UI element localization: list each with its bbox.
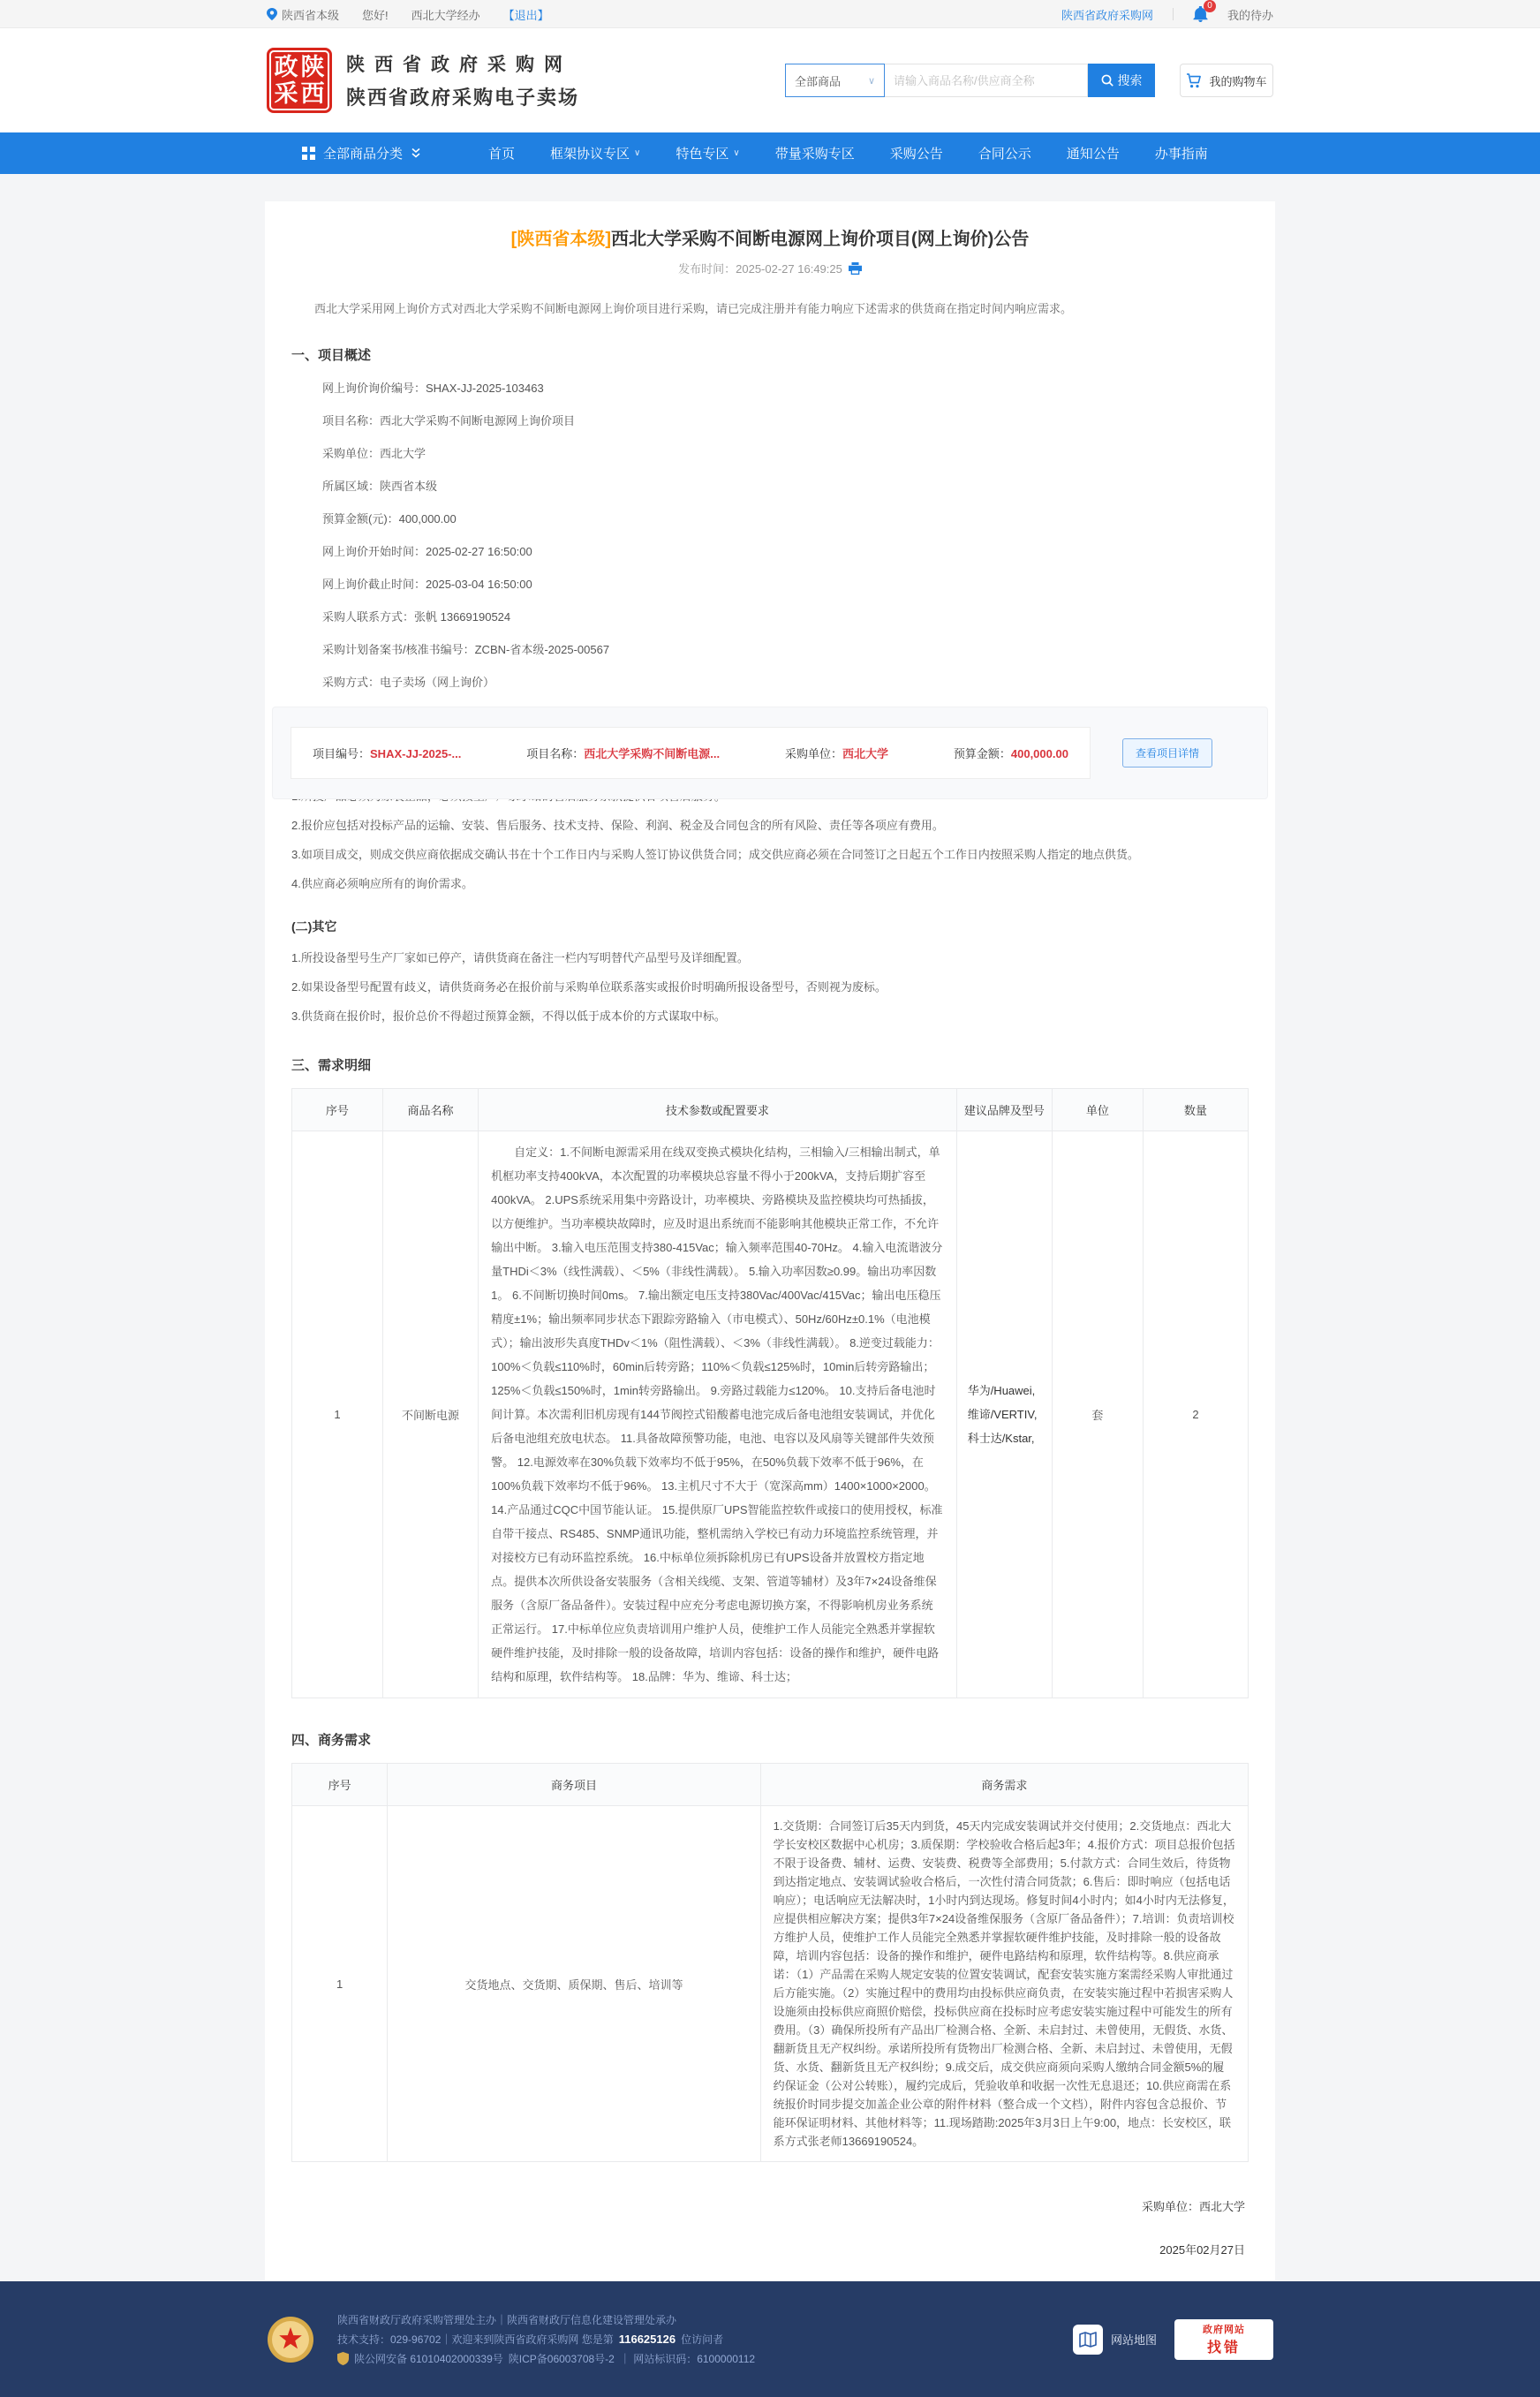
project-field-label: 项目编号： bbox=[313, 747, 371, 760]
chevron-down-icon: ∨ bbox=[867, 75, 875, 87]
nav-item-notifications[interactable] bbox=[1049, 132, 1137, 174]
chevron-down-icon: ∨ bbox=[733, 148, 740, 158]
footer-text-block bbox=[337, 2308, 755, 2371]
nav-item-contract-publicity[interactable] bbox=[961, 132, 1049, 174]
overview-field: 采购单位：西北大学 bbox=[322, 447, 427, 460]
nav-item-procurement-notices[interactable] bbox=[872, 132, 961, 174]
section-business-heading: 四、商务需求 bbox=[291, 1733, 372, 1748]
region-label: 陕西省本级 bbox=[282, 8, 340, 22]
nav-item-label: 框架协议专区 bbox=[550, 147, 630, 162]
nav-item-label: 采购公告 bbox=[889, 147, 943, 162]
nav-item-label: 特色专区 bbox=[676, 147, 729, 162]
site-brand bbox=[346, 50, 579, 110]
business-table-header-row bbox=[292, 1764, 1249, 1806]
search-button-label: 搜索 bbox=[1117, 73, 1143, 87]
divider bbox=[1173, 8, 1174, 20]
logo-char: 陕 bbox=[300, 53, 325, 80]
col-brand: 建议品牌及型号 bbox=[956, 1089, 1052, 1131]
col-business-item: 商务项目 bbox=[388, 1764, 760, 1806]
col-business-req: 商务需求 bbox=[760, 1764, 1248, 1806]
overview-field: 采购计划备案书/核准书编号：ZCBN-省本级-2025-00567 bbox=[322, 643, 610, 656]
all-categories-button[interactable] bbox=[302, 144, 421, 163]
nav-item-label: 首页 bbox=[488, 147, 516, 162]
search-category-select[interactable] bbox=[785, 64, 885, 97]
my-cart-label: 我的购物车 bbox=[1209, 74, 1267, 88]
top-utility-bar bbox=[0, 0, 1540, 28]
quotation-notice-list bbox=[291, 788, 1249, 893]
announcement-title bbox=[265, 201, 1275, 250]
footer-organizer-line: 陕西省财政厅政府采购管理处主办｜陕西省财政厅信息化建设管理处承办 bbox=[337, 2314, 677, 2326]
overview-field: 网上询价截止时间：2025-03-04 16:50:00 bbox=[322, 578, 532, 591]
footer-support-line: 技术支持：029-96702｜欢迎来到陕西省政府采购网 您是第 bbox=[337, 2333, 614, 2346]
my-todo-link[interactable]: 我的待办 bbox=[1227, 8, 1273, 22]
site-logo[interactable] bbox=[267, 48, 332, 113]
search-input[interactable] bbox=[885, 64, 1088, 97]
col-tech-spec: 技术参数或配置要求 bbox=[479, 1089, 957, 1131]
notice-item: 3.如项目成交，则成交供应商依据成交确认书在十个工作日内与采购人签订协议供货合同；成交供应商必须在合同签订之日起五个工作日内按照采购人指定的地点供货。 bbox=[291, 848, 1139, 861]
nav-item-label: 带量采购专区 bbox=[774, 147, 855, 162]
col-product-name: 商品名称 bbox=[382, 1089, 478, 1131]
view-project-detail-button[interactable]: 查看项目详情 bbox=[1122, 738, 1212, 767]
publish-time-line bbox=[265, 260, 1275, 276]
overview-field: 网上询价询价编号：SHAX-JJ-2025-103463 bbox=[322, 382, 544, 395]
project-field bbox=[313, 745, 461, 761]
print-icon[interactable] bbox=[849, 262, 862, 275]
related-project-row bbox=[291, 727, 1091, 779]
gov-badge-top-label: 政府网站 bbox=[1203, 2325, 1245, 2335]
col-unit: 单位 bbox=[1052, 1089, 1143, 1131]
cell-business-item: 交货地点、交货期、质保期、售后、培训等 bbox=[388, 1806, 760, 2162]
other-notice-list bbox=[291, 949, 1249, 1025]
overview-field: 所属区域：陕西省本级 bbox=[322, 480, 438, 493]
search-category-value: 全部商品 bbox=[795, 74, 842, 88]
project-field-value: SHAX-JJ-2025-... bbox=[370, 747, 462, 760]
footer-right-group bbox=[1073, 2319, 1273, 2360]
project-field bbox=[954, 745, 1068, 761]
overview-field: 预算金额(元)：400,000.00 bbox=[322, 512, 457, 526]
demand-table-header-row bbox=[292, 1089, 1249, 1131]
overview-fields bbox=[322, 380, 1275, 692]
site-header bbox=[0, 28, 1540, 132]
cell-seq: 1 bbox=[292, 1131, 383, 1698]
beian-gongan-link[interactable]: 陕公网安备 61010402000339号 bbox=[354, 2353, 503, 2365]
footer-support-line-suffix: 位访问者 bbox=[681, 2333, 724, 2346]
logout-link[interactable]: 【退出】 bbox=[502, 8, 549, 22]
notice-item: 3.供货商在报价时，报价总价不得超过预算金额，不得以低于成本价的方式谋取中标。 bbox=[291, 1009, 726, 1023]
announcement-intro: 西北大学采用网上询价方式对西北大学采购不间断电源网上询价项目进行采购，请已完成注册并有能力响应下述需求的供货商在指定时间内响应需求。 bbox=[314, 302, 1073, 315]
nav-menu bbox=[471, 132, 1226, 174]
nav-item-label: 办事指南 bbox=[1154, 147, 1208, 162]
overview-field: 采购人联系方式：张帆 13669190524 bbox=[322, 610, 511, 624]
cell-brand: 华为/Huawei,维谛/VERTIV,科士达/Kstar, bbox=[956, 1131, 1052, 1698]
cell-tech-spec: 自定义：1.不间断电源需采用在线双变换式模块化结构，三相输入/三相输出制式，单机框功率支持400kVA，本次配置的功率模块总容量不得小于200kVA，支持后期扩容至400kVA。 2.UPS系统采用集中旁路设计，功率模块、旁路模块及监控模块均可热插拔，以方便维护。当功率模块故障时，应及时退出系统而不能影响其他模块正常工作，不允许输出中断。 3.输入电压范围支持380-415Vac；输入频率范围40-70Hz。 4.输入电流谐波分量THDi＜3%（线性满载）、＜5%（非线性满载）。 5.输入功率因数≥0.99。输出功率因数1。 6.不间断切换时间0ms。 7.输出额定电压支持380Vac/400Vac/415Vac；输出电压稳压精度±1%；输出频率同步状态下跟踪旁路输入（市电模式）、50Hz/60Hz±0.1%（电池模式）；输出波形失真度THDv＜1%（阻性满载）、＜3%（非线性满载）。 8.逆变过载能力：100%＜负载≤110%时，60min后转旁路；110%＜负载≤125%时，10min后转旁路输出；125%＜负载≤150%时，1min转旁路输出。 9.旁路过载能力≤120%。 10.支持后备电池时间计算。本次需利旧机房现有144节阀控式铅酸蓄电池完成后备电池组安装调试，并优化后备电池组充放电状态。 11.具备故障预警功能，电池、电容以及风扇等关键部件失效预警。 12.电源效率在30%负载下效率均不低于95%，在50%负载下效率不低于96%，在100%负载下效率均不低于96%。 13.主机尺寸不大于（宽深高mm）1400×1000×2000。 14.产品通过CQC中国节能认证。 15.提供原厂UPS智能监控软件或接口的使用授权，标准自带干接点、RS485、SNMP通讯功能，整机需纳入学校已有动力环境监控系统管理，并对接校方已有动环监控系统。 16.中标单位须拆除机房已有UPS设备并放置校方指定地点。提供本次所供设备安装服务（含相关线缆、支架、管道等辅材）及3年7×24设备维保服务（含原厂备品备件）。安装过程中应充分考虑电源切换方案，不得影响机房业务系统正常运行。 17.中标单位应负责培训用户维护人员，使维护工作人员能完全熟悉并掌握软硬件维护技能，及时排除一般的设备故障，培训内容包括：设备的操作和维护，硬件电路结构和原理，软件结构等。 18.品牌：华为、维谛、科士达； bbox=[479, 1131, 957, 1698]
sitemap-label: 网站地图 bbox=[1110, 2333, 1157, 2347]
cell-unit: 套 bbox=[1052, 1131, 1143, 1698]
overview-field: 项目名称：西北大学采购不间断电源网上询价项目 bbox=[322, 414, 576, 427]
project-field bbox=[526, 745, 720, 761]
other-heading: (二)其它 bbox=[291, 919, 337, 934]
notice-item: 4.供应商必须响应所有的询价需求。 bbox=[291, 877, 473, 890]
cell-business-req: 1.交货期：合同签订后35天内到货，45天内完成安装调试并交付使用；2.交货地点：西北大学长安校区数据中心机房；3.质保期：学校验收合格后起3年；4.报价方式：项目总报价包括不限于设备费、辅材、运费、安装费、税费等全部费用；5.付款方式：合同生效后，待货物到达指定地点、安装调试验收合格后，一次性付清合同货款；6.售后：即时响应（包括电话响应）；电话响应无法解决时，1小时内到达现场。修复时间4小时内；如4小时内无法修复，应提供相应解决方案；提供3年7×24设备维保服务（含原厂备品备件）；7.培训：负责培训校方维护人员，使维护工作人员能完全熟悉并掌握软硬件维护技能，及时排除一般的设备故障，培训内容包括：设备的操作和维护，硬件电路结构和原理，软件结构等。8.供应商承诺：（1）产品需在采购人规定安装的位置安装调试，配套安装实施方案需经采购人审批通过后方能实施。（2）实施过程中的费用均由投标供应商负责，在安装实施过程中若损害采购人设施须由投标供应商照价赔偿，投标供应商在投标时应考虑安装实施过程中可能发生的所有费用。（3）确保所投所有产品出厂检测合格、全新、未启封过、未曾使用，无假货、水货、翻新货且无产权纠纷。承诺所投所有货物出厂检测合格、全新、未启封过、未曾使用，无假货、水货、翻新货且无产权纠纷；9.成交后，成交供应商须向采购人缴纳合同金额5%的履约保证金（公对公转账），履约完成后，凭验收单和收据一次性无息退还；10.供应商需在系统报价时同步提交加盖企业公章的附件材料（整合成一个文档），附件内容包含总报价、节能环保证明材料、其他材料等；11.现场踏勘:2025年3月3日上午9:00，地点：长安校区，联系方式张老师13669190524。 bbox=[760, 1806, 1248, 2162]
notification-bell[interactable] bbox=[1193, 1, 1212, 22]
cart-icon bbox=[1186, 73, 1202, 88]
nav-item-label: 通知公告 bbox=[1066, 147, 1120, 162]
nav-item-framework-zone[interactable] bbox=[532, 132, 658, 174]
cell-seq: 1 bbox=[292, 1806, 388, 2162]
all-categories-label: 全部商品分类 bbox=[323, 147, 404, 162]
greeting-text: 您好! bbox=[362, 8, 389, 22]
cell-product-name: 不间断电源 bbox=[382, 1131, 478, 1698]
overview-field: 网上询价开始时间：2025-02-27 16:50:00 bbox=[322, 545, 532, 558]
business-table bbox=[291, 1763, 1249, 2162]
notice-item: 2.如果设备型号配置有歧义，请供货商务必在报价前与采购单位联系落实或报价时明确所报设备型号，否则视为废标。 bbox=[291, 980, 887, 994]
cell-qty: 2 bbox=[1143, 1131, 1248, 1698]
main-nav bbox=[0, 132, 1540, 174]
chevron-down-icon: ∨ bbox=[634, 148, 641, 158]
double-chevron-down-icon bbox=[411, 147, 421, 159]
logo-char: 政 bbox=[274, 53, 298, 80]
section-demand-heading: 三、需求明细 bbox=[291, 1058, 372, 1073]
signoff-unit: 采购单位：西北大学 bbox=[1141, 2200, 1245, 2213]
current-user: 西北大学经办 bbox=[411, 8, 480, 22]
overview-field: 采购方式：电子卖场（网上询价） bbox=[322, 676, 495, 689]
my-cart-button[interactable] bbox=[1180, 64, 1273, 97]
announcement-title-text: 西北大学采购不间断电源网上询价项目(网上询价)公告 bbox=[611, 230, 1030, 249]
project-field bbox=[785, 745, 888, 761]
location-pin-icon bbox=[267, 8, 277, 20]
site-title: 陕西省政府采购网 bbox=[346, 55, 572, 75]
nav-item-volume-purchase[interactable] bbox=[758, 132, 872, 174]
search-button[interactable] bbox=[1088, 64, 1155, 97]
site-code-text: ｜ 网站标识码：6100000112 bbox=[619, 2353, 756, 2365]
region-switcher[interactable] bbox=[267, 6, 339, 23]
gov-badge-bottom-label: 找错 bbox=[1206, 2340, 1241, 2355]
project-field-value: 西北大学采购不间断电源... bbox=[584, 747, 721, 760]
beian-icp-link[interactable]: 陕ICP备06003708号-2 bbox=[508, 2353, 615, 2365]
project-field-value: 西北大学 bbox=[842, 747, 888, 760]
project-field-label: 采购单位： bbox=[784, 747, 842, 760]
related-project-panel bbox=[272, 707, 1268, 799]
notice-item: 2.报价应包括对投标产品的运输、安装、售后服务、技术支持、保险、利润、税金及合同包含的所有风险、责任等各项应有费用。 bbox=[291, 819, 944, 832]
col-qty: 数量 bbox=[1143, 1089, 1248, 1131]
nav-item-label: 合同公示 bbox=[978, 147, 1031, 162]
project-field-label: 预算金额： bbox=[953, 747, 1011, 760]
signoff-block bbox=[265, 2197, 1245, 2257]
demand-table bbox=[291, 1088, 1249, 1698]
signoff-date: 2025年02月27日 bbox=[1159, 2243, 1245, 2257]
nav-item-service-guide[interactable] bbox=[1137, 132, 1226, 174]
business-table-row bbox=[292, 1806, 1249, 2162]
site-subtitle: 陕西省政府采购电子卖场 bbox=[346, 87, 580, 109]
logo-char: 采 bbox=[274, 79, 298, 107]
nav-item-home[interactable] bbox=[471, 132, 532, 174]
emblem-badge bbox=[267, 2316, 314, 2363]
project-field-label: 项目名称： bbox=[526, 747, 585, 760]
section-overview-heading: 一、项目概述 bbox=[291, 348, 372, 363]
logo-char: 西 bbox=[300, 79, 325, 107]
publish-time: 发布时间：2025-02-27 16:49:25 bbox=[678, 262, 842, 276]
sitemap-link[interactable] bbox=[1073, 2325, 1157, 2355]
nav-item-special-zone[interactable] bbox=[658, 132, 757, 174]
sitemap-icon bbox=[1073, 2325, 1103, 2355]
portal-site-link[interactable]: 陕西省政府采购网 bbox=[1061, 8, 1153, 22]
visitor-count: 116625126 bbox=[618, 2333, 676, 2346]
notification-count-badge: 0 bbox=[1204, 0, 1216, 12]
col-seq: 序号 bbox=[292, 1764, 388, 1806]
police-shield-icon bbox=[337, 2352, 349, 2365]
search-icon bbox=[1101, 74, 1113, 87]
search-bar bbox=[785, 64, 1273, 97]
grid-icon bbox=[302, 147, 315, 160]
announcement-card bbox=[265, 201, 1275, 2280]
gov-website-error-report-badge[interactable] bbox=[1174, 2319, 1273, 2360]
project-field-value: 400,000.00 bbox=[1010, 747, 1068, 760]
region-tag: [陕西省本级] bbox=[510, 230, 611, 249]
col-seq: 序号 bbox=[292, 1089, 383, 1131]
demand-table-row bbox=[292, 1131, 1249, 1698]
notice-item: 1.所投设备型号生产厂家如已停产，请供货商在备注一栏内写明替代产品型号及详细配置。 bbox=[291, 951, 749, 964]
site-footer bbox=[0, 2281, 1540, 2397]
